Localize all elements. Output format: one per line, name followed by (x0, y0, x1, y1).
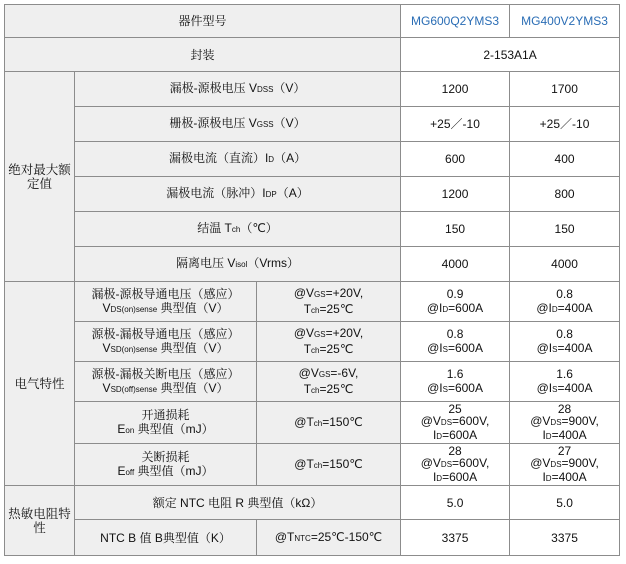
param-label: 漏极-源极导通电压（感应） VDS(on)sense 典型值（V） (75, 282, 257, 322)
value-a: 0.8 @IS=600A (401, 322, 510, 362)
value-a: 28 @VDS=600V, ID=600A (401, 444, 510, 486)
rating-value-a: +25／-10 (401, 107, 510, 142)
rating-value-b: 800 (510, 177, 620, 212)
value-b: 27 @VDS=900V, ID=400A (510, 444, 620, 486)
thermistor-row (5, 486, 620, 520)
max-ratings-category: 绝对最大额定值 (5, 72, 75, 282)
rating-label: 结温 Tch（℃） (75, 212, 401, 247)
param-condition: @Tch=150℃ (257, 402, 401, 444)
value-b: 0.8 @ID=400A (510, 282, 620, 322)
spec-table (4, 4, 620, 556)
rating-label: 隔离电压 Visol（Vrms） (75, 247, 401, 282)
switching-loss-row (5, 444, 620, 486)
value-a: 5.0 (401, 486, 510, 520)
rating-value-a: 4000 (401, 247, 510, 282)
rating-value-b: 1700 (510, 72, 620, 107)
param-condition: @VGS=+20V, Tch=25℃ (257, 322, 401, 362)
rating-value-b: 150 (510, 212, 620, 247)
package-label: 封装 (5, 38, 401, 72)
rating-value-b: 400 (510, 142, 620, 177)
value-b: 0.8 @IS=400A (510, 322, 620, 362)
thermistor-row (5, 520, 620, 556)
rating-label: 漏极电流（脉冲）IDP（A） (75, 177, 401, 212)
model-b-header: MG400V2YMS3 (510, 5, 620, 38)
rating-value-a: 150 (401, 212, 510, 247)
value-b: 28 @VDS=900V, ID=400A (510, 402, 620, 444)
rating-row (5, 142, 620, 177)
rating-row (5, 212, 620, 247)
rating-row (5, 107, 620, 142)
rating-label: 漏极电流（直流）ID（A） (75, 142, 401, 177)
header-row (5, 5, 620, 38)
package-value: 2-153A1A (401, 38, 620, 72)
value-a: 3375 (401, 520, 510, 556)
rating-row (5, 177, 620, 212)
value-a: 0.9 @ID=600A (401, 282, 510, 322)
rating-value-b: 4000 (510, 247, 620, 282)
ntc-b-label: NTC B 值 B典型值（K） (75, 520, 257, 556)
rating-value-a: 1200 (401, 72, 510, 107)
value-b: 5.0 (510, 486, 620, 520)
header-label: 器件型号 (5, 5, 401, 38)
rating-row (5, 72, 620, 107)
value-b: 1.6 @IS=400A (510, 362, 620, 402)
param-label: 关断损耗 Eoff 典型值（mJ） (75, 444, 257, 486)
electrical-row (5, 282, 620, 322)
thermistor-category: 热敏电阻特性 (5, 486, 75, 556)
rating-label: 漏极-源极电压 VDSS（V） (75, 72, 401, 107)
value-a: 25 @VDS=600V, ID=600A (401, 402, 510, 444)
electrical-row (5, 362, 620, 402)
package-row (5, 38, 620, 72)
switching-loss-row (5, 402, 620, 444)
param-label: 源极-漏极关断电压（感应） VSD(off)sense 典型值（V） (75, 362, 257, 402)
electrical-row (5, 322, 620, 362)
rating-row (5, 247, 620, 282)
rating-value-a: 600 (401, 142, 510, 177)
param-label: 开通损耗 Eon 典型值（mJ） (75, 402, 257, 444)
model-a-header: MG600Q2YMS3 (401, 5, 510, 38)
electrical-category: 电气特性 (5, 282, 75, 486)
param-label: 源极-漏极导通电压（感应） VSD(on)sense 典型值（V） (75, 322, 257, 362)
rating-value-b: +25／-10 (510, 107, 620, 142)
ntc-b-condition: @TNTC=25℃-150℃ (257, 520, 401, 556)
ntc-resistance-label: 额定 NTC 电阻 R 典型值（kΩ） (75, 486, 401, 520)
param-condition: @VGS=+20V, Tch=25℃ (257, 282, 401, 322)
value-b: 3375 (510, 520, 620, 556)
param-condition: @Tch=150℃ (257, 444, 401, 486)
rating-value-a: 1200 (401, 177, 510, 212)
param-condition: @VGS=-6V, Tch=25℃ (257, 362, 401, 402)
rating-label: 栅极-源极电压 VGSS（V） (75, 107, 401, 142)
value-a: 1.6 @IS=600A (401, 362, 510, 402)
